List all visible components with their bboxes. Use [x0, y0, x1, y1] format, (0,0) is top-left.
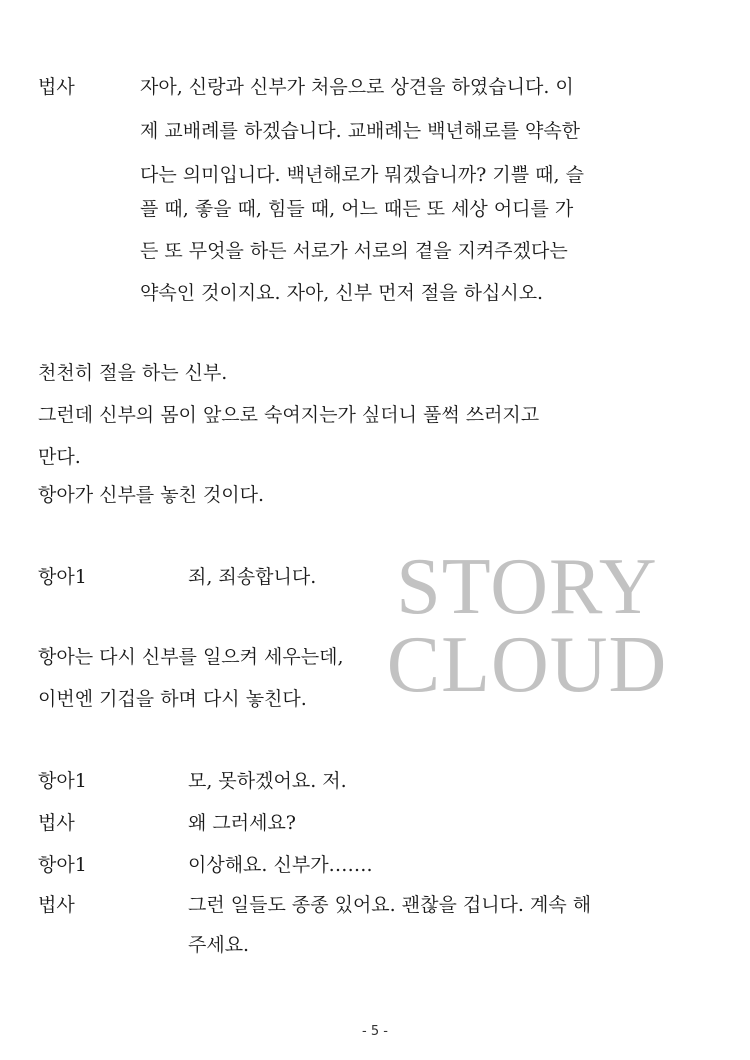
- dialogue-text: 약속인 것이지요. 자아, 신부 먼저 절을 하십시오.: [140, 282, 544, 304]
- speaker-name: 법사: [38, 812, 75, 834]
- stage-direction: 항아는 다시 신부를 일으켜 세우는데,: [38, 646, 344, 668]
- speaker-name: 법사: [38, 894, 75, 916]
- dialogue-line: [0, 234, 750, 268]
- dialogue-line: [0, 114, 750, 148]
- stage-direction: 천천히 절을 하는 신부.: [38, 362, 228, 384]
- dialogue-line: [0, 276, 750, 310]
- stage-direction: 그런데 신부의 몸이 앞으로 숙여지는가 싶더니 풀썩 쓰러지고: [38, 404, 540, 426]
- dialogue-text: 다는 의미입니다. 백년해로가 뭐겠습니까? 기쁠 때, 슬: [140, 164, 584, 186]
- dialogue-text: 모, 못하겠어요. 저.: [188, 770, 347, 792]
- speaker-name: 항아1: [38, 854, 87, 876]
- speaker-name: 법사: [38, 76, 75, 98]
- stage-direction: 만다.: [38, 446, 81, 468]
- dialogue-text: 왜 그러세요?: [188, 812, 296, 834]
- dialogue-line: [0, 764, 750, 798]
- dialogue-text: 제 교배례를 하겠습니다. 교배례는 백년해로를 약속한: [140, 120, 581, 142]
- dialogue-text: 든 또 무엇을 하든 서로가 서로의 곁을 지켜주겠다는: [140, 240, 568, 262]
- dialogue-text: 죄, 죄송합니다.: [188, 566, 317, 588]
- dialogue-line: [0, 928, 750, 962]
- watermark-line: CLOUD: [386, 621, 668, 709]
- dialogue-line: [0, 848, 750, 882]
- dialogue-line: [0, 192, 750, 226]
- dialogue-line: [0, 158, 750, 192]
- dialogue-text: 이상해요. 신부가…….: [188, 854, 373, 876]
- page-number: - 5 -: [362, 1024, 388, 1039]
- dialogue-text: 자아, 신랑과 신부가 처음으로 상견을 하였습니다. 이: [140, 76, 574, 98]
- speaker-name: 항아1: [38, 770, 87, 792]
- dialogue-text: 플 때, 좋을 때, 힘들 때, 어느 때든 또 세상 어디를 가: [140, 198, 574, 220]
- dialogue-line: [0, 560, 750, 594]
- dialogue-line: [0, 806, 750, 840]
- stage-direction: 항아가 신부를 놓친 것이다.: [38, 484, 265, 506]
- speaker-name: 항아1: [38, 566, 87, 588]
- stage-direction: 이번엔 기겁을 하며 다시 놓친다.: [38, 688, 307, 710]
- dialogue-line: [0, 70, 750, 104]
- dialogue-text: 주세요.: [188, 934, 250, 956]
- dialogue-line: [0, 888, 750, 922]
- dialogue-text: 그런 일들도 종종 있어요. 괜찮을 겁니다. 계속 해: [188, 894, 592, 916]
- watermark-line: STORY: [396, 543, 658, 631]
